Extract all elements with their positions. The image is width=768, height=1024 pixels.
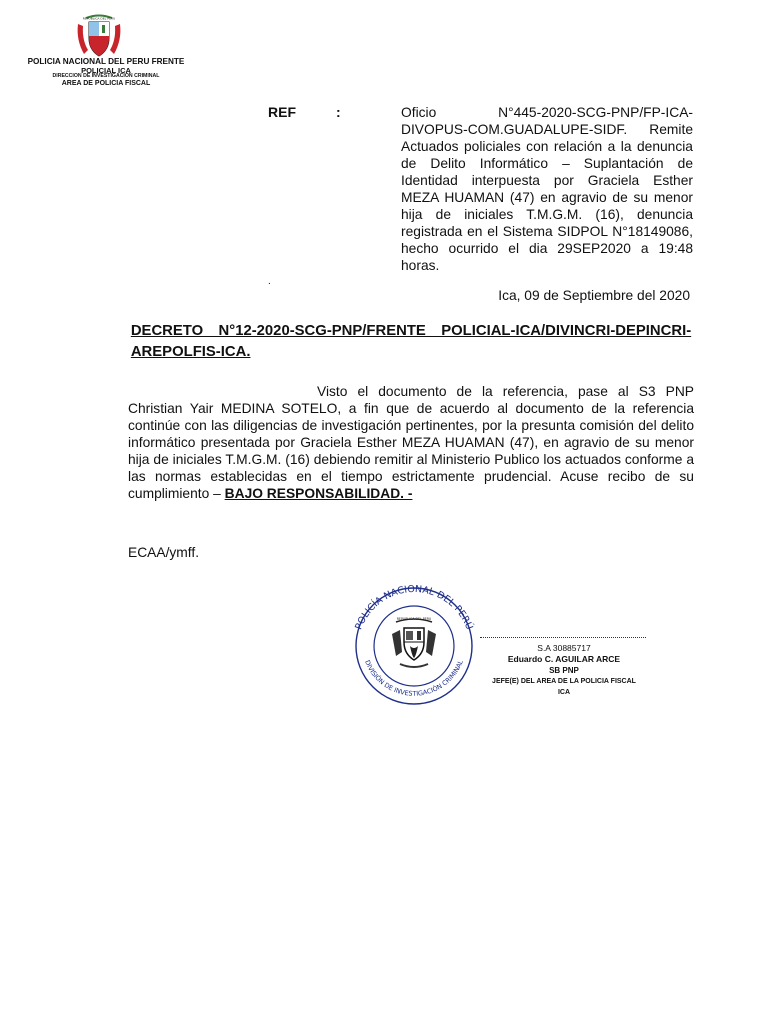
letterhead xyxy=(20,58,192,87)
seal-top-text: POLICÍA NACIONAL DEL PERÚ xyxy=(353,583,475,632)
decree-emphasis: BAJO RESPONSABILIDAD. - xyxy=(224,486,413,501)
decree-body-text: Visto el documento de la referencia, pase al S3 PNP Christian Yair MEDINA SOTELO, a fin que de acuerdo al documento de la referencia continúe con las diligencias de investigación pertinentes, por la presunta comisión del delito informático presentada por Graciela Esther MEZA HUAMAN (47), en agravio de su menor hija de iniciales T.M.G.M. (16) debiendo remitir al Ministerio Publico los actuados conforme a las normas establecidas en el tiempo estrictamente prudencial. Acuse recibo de su cumplimiento – xyxy=(128,384,694,501)
signature-rank: SB PNP xyxy=(549,666,579,675)
reference-initials: ECAA/ymff. xyxy=(128,545,200,560)
decree-title: DECRETO N°12-2020-SCG-PNP/FRENTE POLICIAL-ICA/DIVINCRI-DEPINCRI-AREPOLFIS-ICA. xyxy=(130,322,692,360)
svg-text:REPUBLICA DEL PERU: REPUBLICA DEL PERU xyxy=(82,16,116,21)
signature-block xyxy=(476,643,652,698)
ref-text: Oficio N°445-2020-SCG-PNP/FP-ICA-DIVOPUS-COM.GUADALUPE-SIDF. Remite Actuados policiales con relación a la denuncia de Delito Informático – Suplantación de Identidad interpuesta por Graciela Esther MEZA HUAMAN (47) en agravio de su menor hija de iniciales T.M.G.M. (16), denuncia registrada en el Sistema SIDPOL N°18149086, hecho ocurrido el dia 29SEP2020 a 19:48 horas. xyxy=(401,105,693,273)
seal-bottom-text: DIVISIÓN DE INVESTIGACIÓN CRIMINAL xyxy=(363,658,465,698)
decree-body xyxy=(128,383,694,502)
letterhead-line-2: POLICIAL ICA xyxy=(81,65,131,75)
peru-coat-of-arms-icon xyxy=(74,14,124,62)
letterhead-line-1: POLICIA NACIONAL DEL PERU FRENTE xyxy=(27,57,185,66)
letterhead-line-3: DIRECCION DE INVESTIGACION CRIMINAL xyxy=(52,73,160,80)
stray-dot: . xyxy=(268,276,271,287)
signature-line xyxy=(480,637,646,638)
signature-id: S.A 30885717 xyxy=(537,643,591,653)
ref-colon: : xyxy=(336,104,341,120)
svg-text:REPUBLICA DEL PERU: REPUBLICA DEL PERU xyxy=(396,617,432,621)
seal-crest-icon xyxy=(392,617,436,667)
document-date: Ica, 09 de Septiembre del 2020 xyxy=(498,288,690,303)
letterhead-line-4: AREA DE POLICIA FISCAL xyxy=(61,79,151,87)
signature-name: Eduardo C. AGUILAR ARCE xyxy=(507,654,621,664)
signature-location: ICA xyxy=(557,689,571,696)
official-seal-stamp xyxy=(344,578,484,708)
signature-role: JEFE(E) DEL AREA DE LA POLICIA FISCAL xyxy=(492,678,636,685)
ref-label: REF xyxy=(268,104,296,120)
